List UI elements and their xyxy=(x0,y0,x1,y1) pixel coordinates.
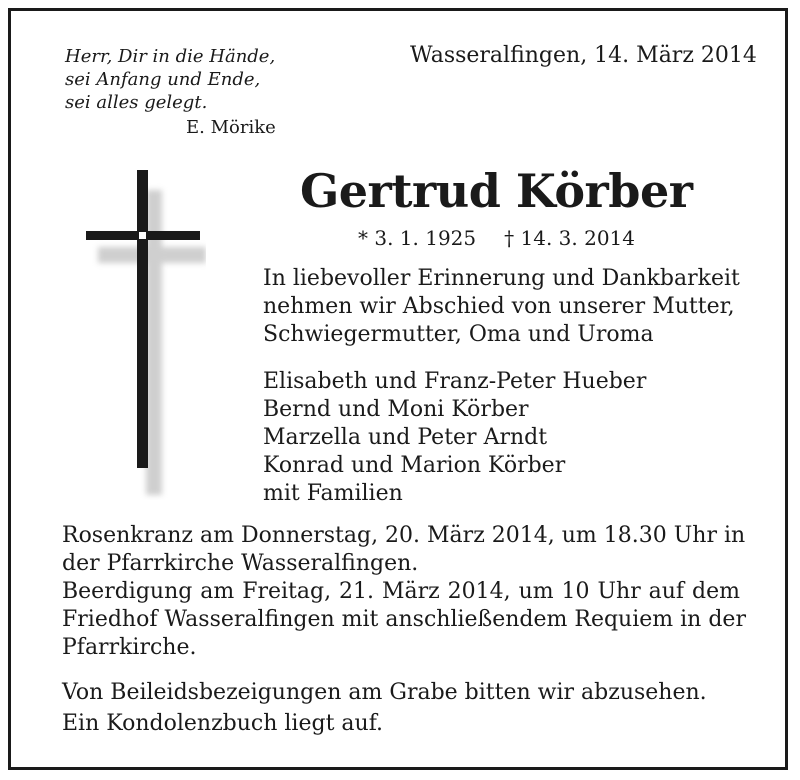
cross-body xyxy=(86,170,200,468)
place-date: Wasseralfingen, 14. März 2014 xyxy=(410,43,757,68)
life-dates xyxy=(358,226,635,250)
tribute-line: In liebevoller Erinnerung und Dankbarkeit xyxy=(263,266,740,291)
tribute-line: nehmen wir Abschied von unserer Mutter, xyxy=(263,294,735,319)
quote-line: Herr, Dir in die Hände, xyxy=(65,46,276,67)
cross-center-highlight xyxy=(139,232,146,239)
quote-line: sei alles gelegt. xyxy=(65,92,208,113)
service-line: Beerdigung am Freitag, 21. März 2014, um 10 Uhr auf dem xyxy=(62,579,740,604)
death-date: † 14. 3. 2014 xyxy=(504,226,635,250)
quote-author: E. Mörike xyxy=(186,117,276,138)
mourner-entry: Bernd und Moni Körber xyxy=(263,397,529,422)
cross-icon xyxy=(86,170,206,500)
service-line: Friedhof Wasseralfingen mit anschließendem Requiem in der xyxy=(62,607,746,632)
closing-line: Von Beileidsbezeigungen am Grabe bitten wir abzusehen. xyxy=(62,680,707,705)
deceased-name: Gertrud Körber xyxy=(300,164,693,218)
closing-line: Ein Kondolenzbuch liegt auf. xyxy=(62,711,384,736)
service-line: Pfarrkirche. xyxy=(62,635,197,660)
mourner-entry: Marzella und Peter Arndt xyxy=(263,425,548,450)
mourner-entry: Elisabeth und Franz-Peter Hueber xyxy=(263,369,647,394)
bible-quote xyxy=(65,45,275,114)
birth-date: * 3. 1. 1925 xyxy=(358,226,477,250)
mourner-entry: Konrad und Marion Körber xyxy=(263,453,566,478)
service-details xyxy=(62,522,746,662)
quote-line: sei Anfang und Ende, xyxy=(65,69,261,90)
service-line: Rosenkranz am Donnerstag, 20. März 2014, um 18.30 Uhr in xyxy=(62,523,746,548)
closing-notes xyxy=(62,677,707,739)
tribute-line: Schwiegermutter, Oma und Uroma xyxy=(263,322,654,347)
tribute-text xyxy=(263,265,740,349)
mourner-entry: mit Familien xyxy=(263,481,403,506)
service-line: der Pfarrkirche Wasseralfingen. xyxy=(62,551,419,576)
mourners-list xyxy=(263,368,646,508)
